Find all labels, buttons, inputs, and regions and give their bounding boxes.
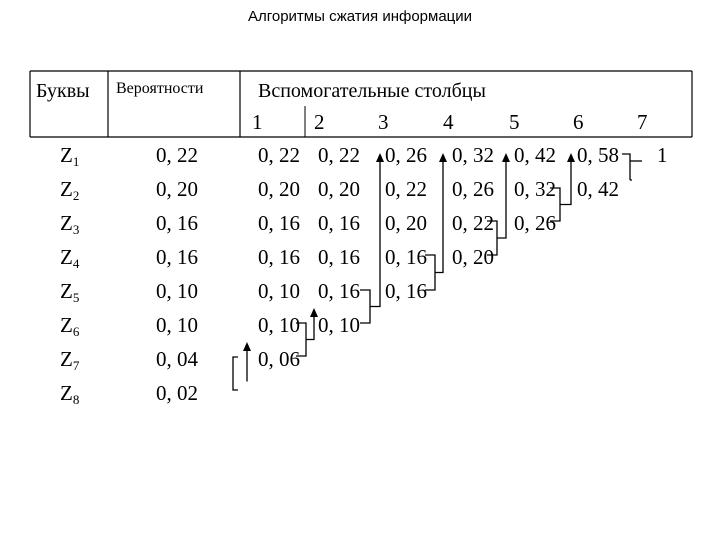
probability-z3: 0, 16 [156,211,198,235]
aux-col4-row2: 0, 26 [452,177,494,201]
aux-col4-row4: 0, 20 [452,245,494,269]
aux-col1-row6: 0, 10 [258,313,300,337]
probability-z1: 0, 22 [156,143,198,167]
column-number-7: 7 [637,110,648,134]
aux-col6-row1: 0, 58 [577,143,619,167]
probability-z6: 0, 10 [156,313,198,337]
probability-z8: 0, 02 [156,381,198,405]
column-number-2: 2 [314,110,325,134]
aux-col2-row1: 0, 22 [318,143,360,167]
arrow-head-6 [567,153,575,162]
letter-z6: $Z_6$ [60,313,80,339]
aux-col3-row1: 0, 26 [385,143,427,167]
merge-bracket-3 [360,290,370,323]
aux-col2-row2: 0, 20 [318,177,360,201]
arrow-head-5 [502,153,510,162]
merge-bracket-7 [622,154,632,180]
merge-arrow-4 [435,158,443,273]
header-aux-columns: Вспомогательные столбцы [258,80,486,102]
letter-z5: $Z_5$ [60,279,80,305]
arrow-head-1 [243,342,251,351]
aux-col1-row2: 0, 20 [258,177,300,201]
aux-col5-row1: 0, 42 [514,143,556,167]
column-number-1: 1 [252,110,263,134]
arrow-head-3 [376,153,384,162]
aux-col3-row4: 0, 16 [385,245,427,269]
column-number-4: 4 [443,110,454,134]
arrow-head-2 [310,308,318,317]
aux-col1-row5: 0, 10 [258,279,300,303]
letter-z2: $Z_2$ [60,177,80,203]
arrow-head-4 [439,153,447,162]
aux-col4-row3: 0, 22 [452,211,494,235]
aux-col1-row3: 0, 16 [258,211,300,235]
header-probabilities: Вероятности [116,80,204,97]
aux-col7-row1: 1 [657,143,668,167]
page-title: Алгоритмы сжатия информации [247,8,473,25]
aux-col2-row4: 0, 16 [318,245,360,269]
column-number-3: 3 [378,110,389,134]
aux-col3-row2: 0, 22 [385,177,427,201]
aux-col3-row3: 0, 20 [385,211,427,235]
probability-z4: 0, 16 [156,245,198,269]
aux-col1-row1: 0, 22 [258,143,300,167]
aux-col4-row1: 0, 32 [452,143,494,167]
letter-z7: $Z_7$ [60,347,80,373]
aux-col2-row5: 0, 16 [318,279,360,303]
aux-col1-row4: 0, 16 [258,245,300,269]
aux-col2-row3: 0, 16 [318,211,360,235]
aux-col5-row3: 0, 26 [514,211,556,235]
aux-col1-row7: 0, 06 [258,347,300,371]
header-letters: Буквы [36,80,90,102]
merge-bracket-1 [233,357,238,390]
aux-col2-row6: 0, 10 [318,313,360,337]
merge-arrow-3 [370,158,380,307]
aux-col6-row2: 0, 42 [577,177,619,201]
merge-arrow-5 [497,158,506,238]
letter-z4: $Z_4$ [60,245,80,271]
letter-z3: $Z_3$ [60,211,80,237]
letter-z1: $Z_1$ [60,143,80,169]
aux-col5-row2: 0, 32 [514,177,556,201]
probability-z2: 0, 20 [156,177,198,201]
letter-z8: $Z_8$ [60,381,80,407]
aux-col3-row5: 0, 16 [385,279,427,303]
merge-arrow-6 [560,158,571,205]
column-number-5: 5 [509,110,520,134]
column-number-6: 6 [573,110,584,134]
probability-z7: 0, 04 [156,347,198,371]
probability-z5: 0, 10 [156,279,198,303]
